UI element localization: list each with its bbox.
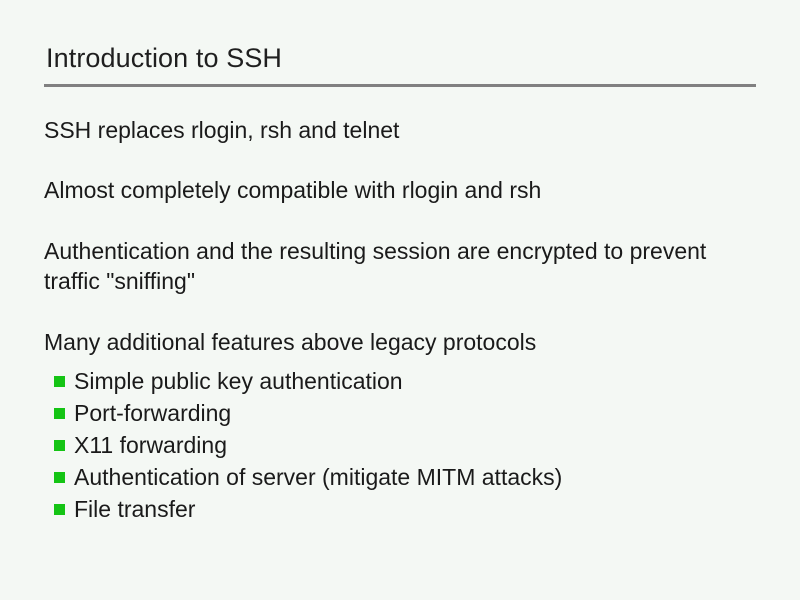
title-divider: [44, 84, 756, 87]
square-bullet-icon: [54, 472, 65, 483]
list-item: [54, 398, 756, 429]
square-bullet-icon: [54, 408, 65, 419]
list-item: [54, 430, 756, 461]
body-paragraph-2: Almost completely compatible with rlogin and rsh: [44, 177, 542, 204]
body-paragraph-1: SSH replaces rlogin, rsh and telnet: [44, 116, 400, 143]
square-bullet-icon: [54, 504, 65, 515]
square-bullet-icon: [54, 440, 65, 451]
list-item-label: File transfer: [74, 495, 196, 522]
square-bullet-icon: [54, 376, 65, 387]
slide-body: [44, 115, 756, 525]
list-item-label: X11 forwarding: [74, 431, 227, 458]
body-paragraph-3: Authentication and the resulting session are encrypted to prevent traffic "sniffing": [44, 237, 707, 295]
list-item-label: Authentication of server (mitigate MITM attacks): [74, 463, 563, 490]
list-item-label: Port-forwarding: [74, 399, 232, 426]
body-paragraph-4: Many additional features above legacy protocols: [44, 329, 537, 355]
list-item: [54, 462, 756, 493]
list-item-label: Simple public key authentication: [74, 367, 403, 394]
list-item: [54, 366, 756, 397]
feature-list: [44, 366, 756, 525]
page-title: Introduction to SSH: [46, 43, 283, 73]
list-item: [54, 494, 756, 525]
